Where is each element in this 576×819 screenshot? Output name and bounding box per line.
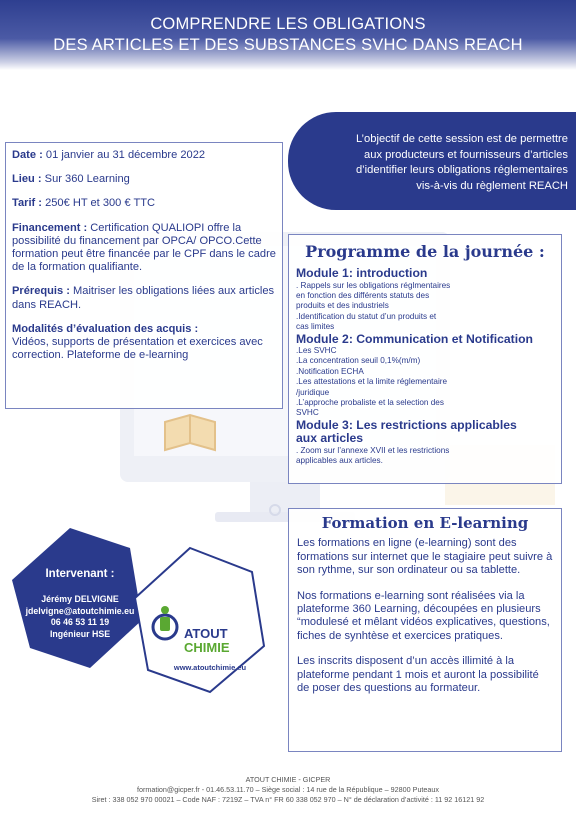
intervenant-email: jdelvigne@atoutchimie.eu xyxy=(25,605,135,616)
tarif-row xyxy=(12,197,276,210)
financement-row xyxy=(12,222,276,275)
footer-line-2: formation@gicper.fr - 01.46.53.11.70 – Siège social : 14 rue de la République – 92800 Puteaux xyxy=(136,785,440,794)
prerequis-value: Maitriser les obligations liées aux articles dans REACH. xyxy=(12,285,275,311)
module-item: SVHC xyxy=(296,408,319,418)
logo-word-chimie: CHIMIE xyxy=(184,640,230,655)
module-3-title: Module 3: Les restrictions applicables xyxy=(296,417,517,432)
logo-word-atout: ATOUT xyxy=(184,626,228,641)
tarif-value: 250€ HT et 300 € TTC xyxy=(42,197,156,210)
footer xyxy=(0,775,576,805)
programme-box xyxy=(288,234,562,484)
elearning-paragraph-2: Nos formations e-learning sont réalisées via la plateforme 360 Learning, découpées en plusieurs “modulesé et mêlant vidéos explicatives, questions, fiches de synhtèse et exercices pratiques. xyxy=(297,589,550,642)
module-item: .L’approche probaliste et la selection des xyxy=(296,398,444,408)
lieu-value: Sur 360 Learning xyxy=(41,173,130,186)
intervenant-role: Ingénieur HSE xyxy=(49,628,111,639)
financement-label: Financement : xyxy=(12,221,88,234)
module-item: .Identification du statut d’un produits et xyxy=(296,311,437,321)
footer-line-1: ATOUT CHIMIE - GICPER xyxy=(245,775,331,784)
intervenant-title: Intervenant : xyxy=(45,568,115,580)
module-item: produits et des industriels xyxy=(296,301,389,311)
lieu-label: Lieu : xyxy=(12,173,42,186)
logo-url: www.atoutchimie.eu xyxy=(173,663,247,672)
title-line-2: DES ARTICLES ET DES SUBSTANCES SVHC DANS REACH xyxy=(53,36,523,54)
modalites-label: Modalités d’évaluation des acquis : xyxy=(12,322,199,335)
elearning-box xyxy=(288,508,562,752)
module-item: .Notification ECHA xyxy=(296,366,364,376)
modalites-value: Vidéos, supports de présentation et exercices avec correction. Plateforme de e-learning xyxy=(12,336,263,362)
module-item: applicables aux articles. xyxy=(296,456,383,466)
objective-line: aux producteurs et fournisseurs d’articles xyxy=(364,148,568,161)
financement-value: Certification QUALIOPI offre la possibilité du financement par OPCA/ OPCO.Cette formation peut être financée par le CPF dans le cadre de la formation qualifiante. xyxy=(12,221,276,274)
lieu-row xyxy=(12,173,276,186)
module-item: en fonction des différents statuts des xyxy=(296,290,430,300)
intervenant-phone: 06 46 53 11 19 xyxy=(50,617,110,627)
module-item: .Les attestations et la limite réglementaire xyxy=(296,377,448,387)
prerequis-label: Prérequis : xyxy=(12,285,70,298)
date-value: 01 janvier au 31 décembre 2022 xyxy=(42,149,206,161)
module-item: . Zoom sur l’annexe XVII et les restrictions xyxy=(296,445,450,455)
module-item: . Rappels sur les obligations réglmentaires xyxy=(296,280,451,290)
header-banner xyxy=(0,0,576,70)
objective-line: vis-à-vis du règlement REACH xyxy=(416,179,568,192)
title-line-1: COMPRENDRE LES OBLIGATIONS xyxy=(150,15,426,33)
module-2-title: Module 2: Communication et Notification xyxy=(296,331,533,346)
footer-line-3: Siret : 338 052 970 00021 – Code NAF : 7219Z – TVA n° FR 60 338 052 970 – N° de déclaration d’activité : 11 92 16121 92 xyxy=(91,795,485,804)
module-1-title: Module 1: introduction xyxy=(296,266,428,280)
elearning-paragraph-1: Les formations en ligne (e-learning) sont des formations sur internet que le stagiaire peut suivre à son rythme, sur son ordinateur ou sa tablette. xyxy=(297,537,553,577)
modalites-row xyxy=(12,323,276,363)
prerequis-row xyxy=(12,285,276,311)
elearning-paragraph-3: Les inscrits disposent d’un accès illimité à la plateforme pendant 1 mois et auront la possibilité de poser des questions au formateur. xyxy=(297,655,539,695)
objective-line: d’identifier leurs obligations réglementaires xyxy=(355,164,568,176)
module-item: /juridique xyxy=(296,387,330,397)
intervenant-name: Jérémy DELVIGNE xyxy=(41,594,119,604)
date-row xyxy=(12,149,276,162)
date-label: Date : xyxy=(12,149,43,161)
info-box xyxy=(5,142,283,409)
module-item: .Les SVHC xyxy=(296,346,337,356)
module-3-title-cont: aux articles xyxy=(296,431,364,446)
objective-line: L’objectif de cette session est de permettre xyxy=(355,133,568,145)
tarif-label: Tarif : xyxy=(12,197,42,210)
module-item: cas limites xyxy=(296,322,335,332)
objective-banner xyxy=(288,112,576,210)
programme-title: Programme de la journée : xyxy=(305,242,545,261)
module-item: .La concentration seuil 0,1%(m/m) xyxy=(296,356,421,366)
intervenant-details xyxy=(20,594,140,640)
elearning-title: Formation en E-learning xyxy=(321,514,529,532)
